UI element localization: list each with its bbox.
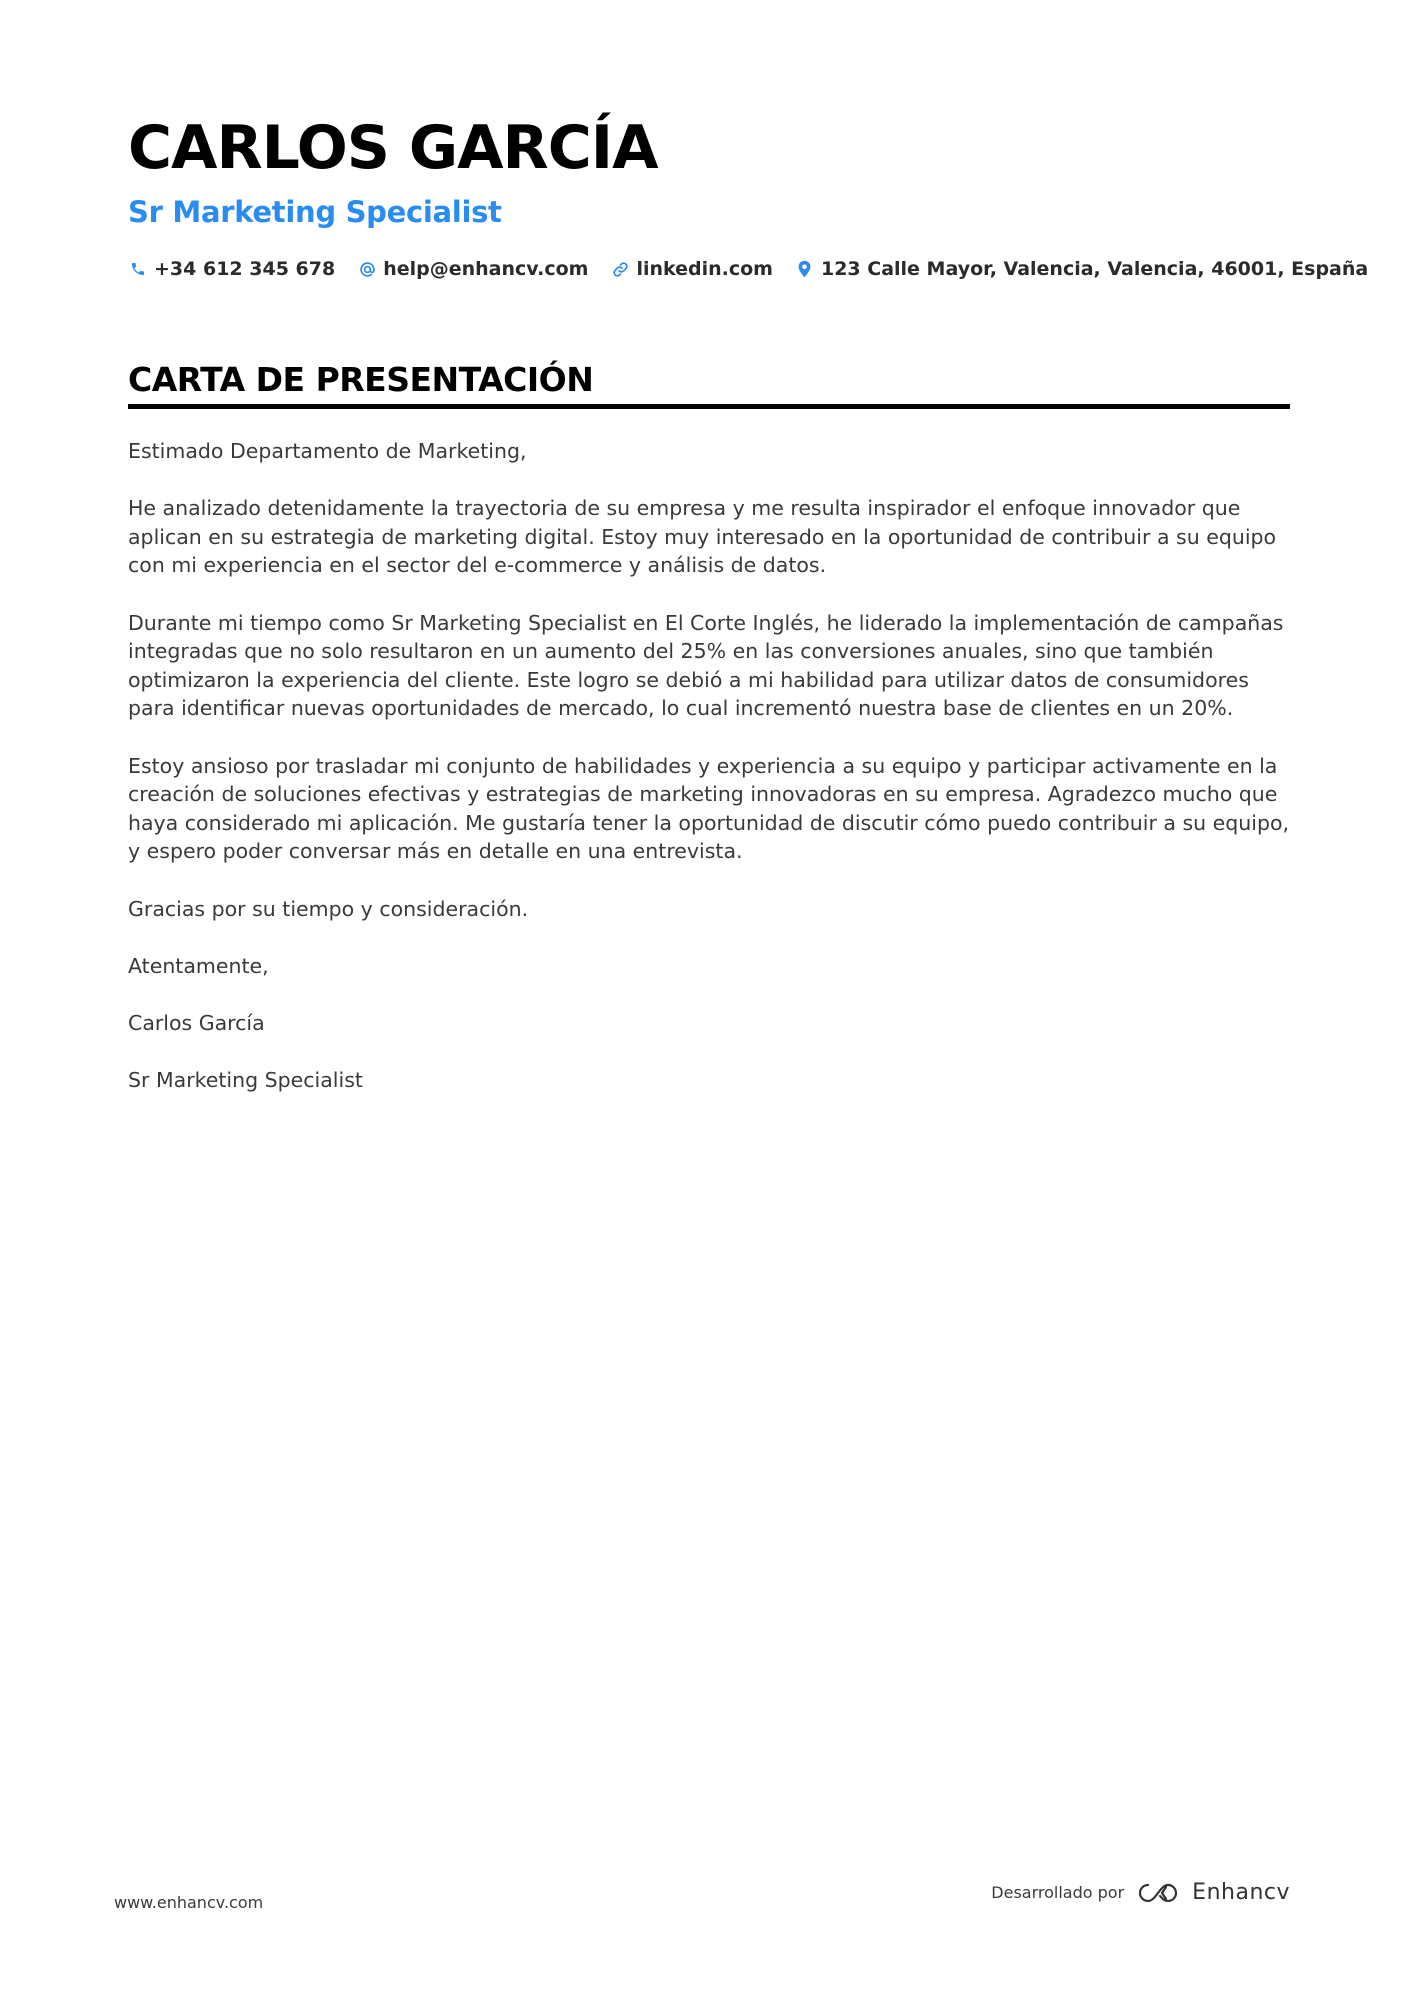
section-heading: CARTA DE PRESENTACIÓN: [128, 360, 1290, 409]
contact-address-text: 123 Calle Mayor, Valencia, Valencia, 46001, España: [820, 258, 1369, 280]
letter-paragraph: He analizado detenidamente la trayectoria de su empresa y me resulta inspirador el enfoque innovador que aplican en su estrategia de marketing digital. Estoy muy interesado en la oportunidad de contribuir a su equipo con mi experiencia en el sector del e-commerce y análisis de datos.: [128, 496, 1277, 578]
contact-address: [795, 258, 1368, 280]
contact-bar: [128, 258, 1369, 280]
signature-title: Sr Marketing Specialist: [128, 1068, 363, 1093]
letter-paragraph: Durante mi tiempo como Sr Marketing Specialist en El Corte Inglés, he liderado la implementación de campañas integradas que no solo resultaron en un aumento del 25% en las conversiones anuales, sino que también optimizaron la experiencia del cliente. Este logro se debió a mi habilidad para utilizar datos de consumidores para identificar nuevas oportunidades de mercado, lo cual incrementó nuestra base de clientes en un 20%.: [128, 610, 1284, 721]
candidate-name: CARLOS GARCÍA: [128, 113, 658, 183]
letter-paragraph: Estoy ansioso por trasladar mi conjunto de habilidades y experiencia a su equipo y participar activamente en la creación de soluciones efectivas y estrategias de marketing innovadoras en su empresa. Agradezco mucho que haya considerado mi aplicación. Me gustaría tener la oportunidad de discutir cómo puedo contribuir a su equipo, y espero poder conversar más en detalle en una entrevista.: [128, 753, 1290, 864]
letter-greeting: Estimado Departamento de Marketing,: [128, 439, 527, 463]
footer-website[interactable]: www.enhancv.com: [114, 1893, 264, 1912]
link-icon: [610, 259, 630, 279]
contact-phone-text: +34 612 345 678: [154, 258, 336, 280]
contact-email-text: help@enhancv.com: [383, 258, 589, 280]
letter-closing: Atentamente,: [128, 953, 269, 978]
letter-body: [128, 437, 1290, 1095]
footer-branding: [991, 1880, 1290, 1905]
contact-email[interactable]: [357, 258, 588, 280]
contact-phone[interactable]: [128, 258, 335, 280]
at-icon: [357, 259, 377, 279]
location-pin-icon: [795, 259, 815, 279]
contact-linkedin[interactable]: [610, 258, 773, 280]
enhancv-logo-icon: [1136, 1881, 1182, 1905]
cover-letter-page: [128, 112, 1369, 1123]
letter-paragraph: Gracias por su tiempo y consideración.: [128, 896, 529, 921]
candidate-title: Sr Marketing Specialist: [128, 195, 502, 229]
signature-name: Carlos García: [128, 1010, 265, 1035]
enhancv-brand: Enhancv: [1192, 1880, 1290, 1905]
powered-by-label: Desarrollado por: [991, 1883, 1125, 1902]
contact-linkedin-text: linkedin.com: [636, 258, 773, 280]
phone-icon: [128, 259, 148, 279]
